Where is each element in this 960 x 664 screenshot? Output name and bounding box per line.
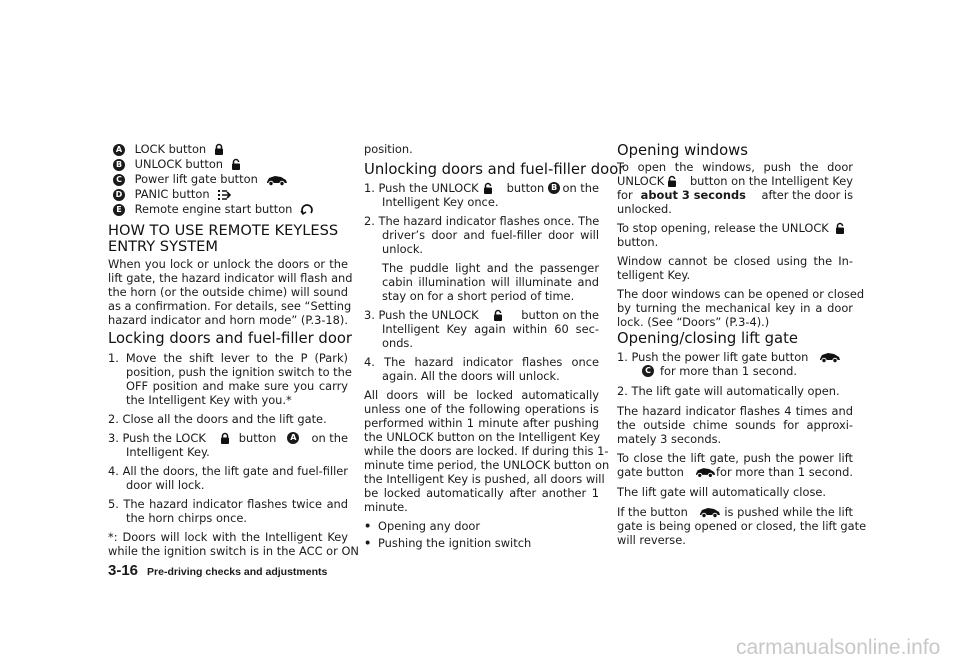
text-line: driver’s door and fuel-filler door will (382, 228, 599, 242)
text-line: Intelligent Key. (126, 445, 210, 459)
auto-lock-paragraph (364, 388, 610, 514)
watermark: carmanualsonline.info (736, 636, 941, 659)
callout-b: B (548, 182, 560, 194)
callout-b: B (113, 159, 125, 171)
text-line (617, 221, 853, 235)
text-line: door will lock. (126, 478, 205, 492)
callout-d: D (113, 189, 125, 201)
step-3 (108, 431, 348, 445)
text-segment: button (506, 181, 545, 195)
how-to-heading-line1: HOW TO USE REMOTE KEYLESS (108, 222, 339, 239)
legend-item-a (113, 142, 224, 156)
text-segment: If the button (617, 505, 688, 519)
legend-label: Remote engine start button (134, 202, 293, 216)
unlock-icon (483, 182, 493, 195)
page-footer (108, 562, 327, 579)
step-5: 5. The hazard indicator flashes twice and (108, 497, 348, 511)
text-line: the outside chime sounds for approxi- (617, 418, 853, 432)
unlock-icon (667, 175, 677, 188)
unlocking-heading: Unlocking doors and fuel-filler door (364, 161, 625, 178)
step-1 (617, 350, 853, 364)
position-text: position. (364, 142, 413, 156)
text-line: Window cannot be closed using the In- (617, 254, 853, 268)
car-icon (819, 351, 841, 363)
text-segment: UNLOCK (617, 174, 665, 188)
text-line: stay on for a short period of time. (382, 289, 575, 303)
text-line: unlocked. (617, 202, 672, 216)
windows-section (617, 160, 865, 329)
text-line: The puddle light and the passenger (382, 261, 599, 275)
text-line: minute time period, the UNLOCK button on (364, 458, 610, 472)
text-line: will reverse. (617, 533, 686, 547)
lift-gate-section (617, 350, 867, 547)
legend-label: PANIC button (134, 187, 210, 201)
text-segment: on the (311, 431, 348, 445)
text-segment: is pushed while the lift (724, 505, 853, 519)
text-line: lock. (See “Doors” (P.3-4).) (617, 315, 770, 329)
text-line: the horn chirps once. (126, 511, 248, 525)
text-segment: button on the (521, 308, 599, 322)
text-line: lift gate, the hazard indicator will flash and (108, 271, 353, 285)
legend-item-c (113, 172, 288, 186)
text-segment: To stop opening, release the UNLOCK (617, 221, 829, 235)
text-line: be locked automatically after another 1 (364, 486, 599, 500)
text-line: again. All the doors will unlock. (382, 369, 560, 383)
car-icon (266, 174, 288, 186)
text-line: When you lock or unlock the doors or the (108, 257, 348, 271)
car-icon (695, 466, 716, 478)
text-line: unlock. (382, 242, 424, 256)
text-line: performed within 1 minute after pushing (364, 416, 599, 430)
opening-windows-heading: Opening windows (617, 142, 748, 159)
legend-item-b (113, 157, 241, 171)
text-line: onds. (382, 336, 413, 350)
unlock-icon (835, 222, 845, 235)
text-line: the horn (or the outside chime) will sound (108, 285, 348, 299)
step-2: 2. The lift gate will automatically open. (617, 384, 840, 398)
text-line: by turning the mechanical key in a door (617, 301, 853, 315)
legend-item-d (113, 187, 231, 201)
text-segment: button (238, 431, 277, 445)
locking-steps (108, 351, 359, 558)
text-line: hazard indicator and horn mode” (P.3-18). (108, 313, 348, 327)
text-line: while the ignition switch is in the ACC or ON (108, 544, 359, 558)
text-segment: 3. Push the UNLOCK (364, 308, 479, 322)
locking-heading: Locking doors and fuel-filler door (108, 330, 353, 347)
text-line: The hazard indicator flashes 4 times and (617, 404, 853, 418)
unlock-icon (493, 309, 503, 322)
text-line: To open the windows, push the door (617, 160, 853, 174)
legend-label: LOCK button (134, 142, 207, 156)
how-to-intro (108, 257, 353, 327)
legend-label: UNLOCK button (134, 157, 224, 171)
text-segment: 1. Push the power lift gate button (617, 350, 809, 364)
text-line (617, 364, 853, 378)
text-segment: 1. Push the UNLOCK (364, 181, 479, 195)
how-to-heading-line2: ENTRY SYSTEM (108, 238, 218, 255)
text-line: Intelligent Key again within 60 sec- (382, 322, 599, 336)
callout-a: A (113, 144, 125, 156)
bullet-icon: • (364, 519, 372, 533)
text-line: the Intelligent Key with you.* (126, 393, 292, 407)
text-line: position, push the ignition switch to the (126, 365, 352, 379)
text-line: the Intelligent Key is pushed, all doors will (364, 472, 605, 486)
text-line (617, 188, 853, 202)
footnote: *: Doors will lock with the Intelligent Key (108, 530, 348, 544)
step-4: 4. The hazard indicator flashes once (364, 355, 599, 369)
text-segment: for more than 1 second. (715, 465, 853, 479)
step-2: 2. Close all the doors and the lift gate. (108, 412, 327, 426)
text-line (617, 465, 853, 479)
step-1 (364, 181, 599, 195)
text-line: button. (617, 235, 659, 249)
page-number: 3-16 (108, 562, 139, 579)
lock-icon (220, 432, 230, 445)
text-line: while the doors are locked. If during this 1- (364, 444, 609, 458)
text-line (617, 174, 853, 188)
text-line: Intelligent Key once. (382, 195, 499, 209)
text-line: as a confirmation. For details, see “Setting (108, 299, 352, 313)
text-line: minute. (364, 500, 408, 514)
remote-start-icon (300, 203, 314, 217)
bullet-item (364, 519, 599, 533)
text-segment: after the door is (761, 188, 853, 202)
text-line: The lift gate will automatically close. (617, 485, 827, 499)
legend-item-e (113, 202, 314, 217)
unlock-icon (231, 158, 241, 171)
step-1: 1. Move the shift lever to the P (Park) (108, 351, 348, 365)
car-icon (699, 506, 721, 518)
callout-c: C (113, 174, 125, 186)
emphasis: about 3 seconds (640, 188, 746, 202)
text-segment: gate button (617, 465, 684, 479)
text-segment: 3. Push the LOCK (108, 431, 206, 445)
text-line: mately 3 seconds. (617, 432, 722, 446)
bullet-item (364, 536, 599, 550)
text-line: To close the lift gate, push the power lift (617, 451, 853, 465)
lock-icon (214, 143, 224, 156)
bullet-text: Opening any door (378, 519, 481, 533)
step-2: 2. The hazard indicator flashes once. The (364, 214, 600, 228)
step-4: 4. All the doors, the lift gate and fuel-filler (108, 464, 348, 478)
text-segment: button on the Intelligent Key (689, 174, 853, 188)
text-line: unless one of the following operations is (364, 402, 599, 416)
lift-gate-heading: Opening/closing lift gate (617, 330, 799, 347)
legend-label: Power lift gate button (134, 172, 258, 186)
callout-a: A (287, 432, 299, 444)
text-segment: for more than 1 second. (660, 364, 798, 378)
unlocking-steps (364, 181, 610, 550)
text-segment: on the (562, 181, 599, 195)
text-line: gate is being opened or closed, the lift gate (617, 519, 867, 533)
step-3 (364, 308, 599, 322)
text-line: the UNLOCK button on the Intelligent Key (364, 430, 601, 444)
text-line: cabin illumination will illuminate and (382, 275, 599, 289)
text-line: telligent Key. (617, 268, 691, 282)
text-line: OFF position and make sure you carry (126, 379, 348, 393)
bullet-text: Pushing the ignition switch (378, 536, 532, 550)
text-line (617, 505, 853, 519)
text-segment: for (617, 188, 633, 202)
callout-c: C (642, 365, 654, 377)
bullet-icon: • (364, 536, 372, 550)
section-title: Pre-driving checks and adjustments (147, 566, 328, 578)
callout-e: E (113, 204, 125, 216)
text-line: All doors will be locked automatically (364, 388, 599, 402)
panic-icon (217, 189, 231, 201)
text-line: The door windows can be opened or closed (617, 287, 865, 301)
